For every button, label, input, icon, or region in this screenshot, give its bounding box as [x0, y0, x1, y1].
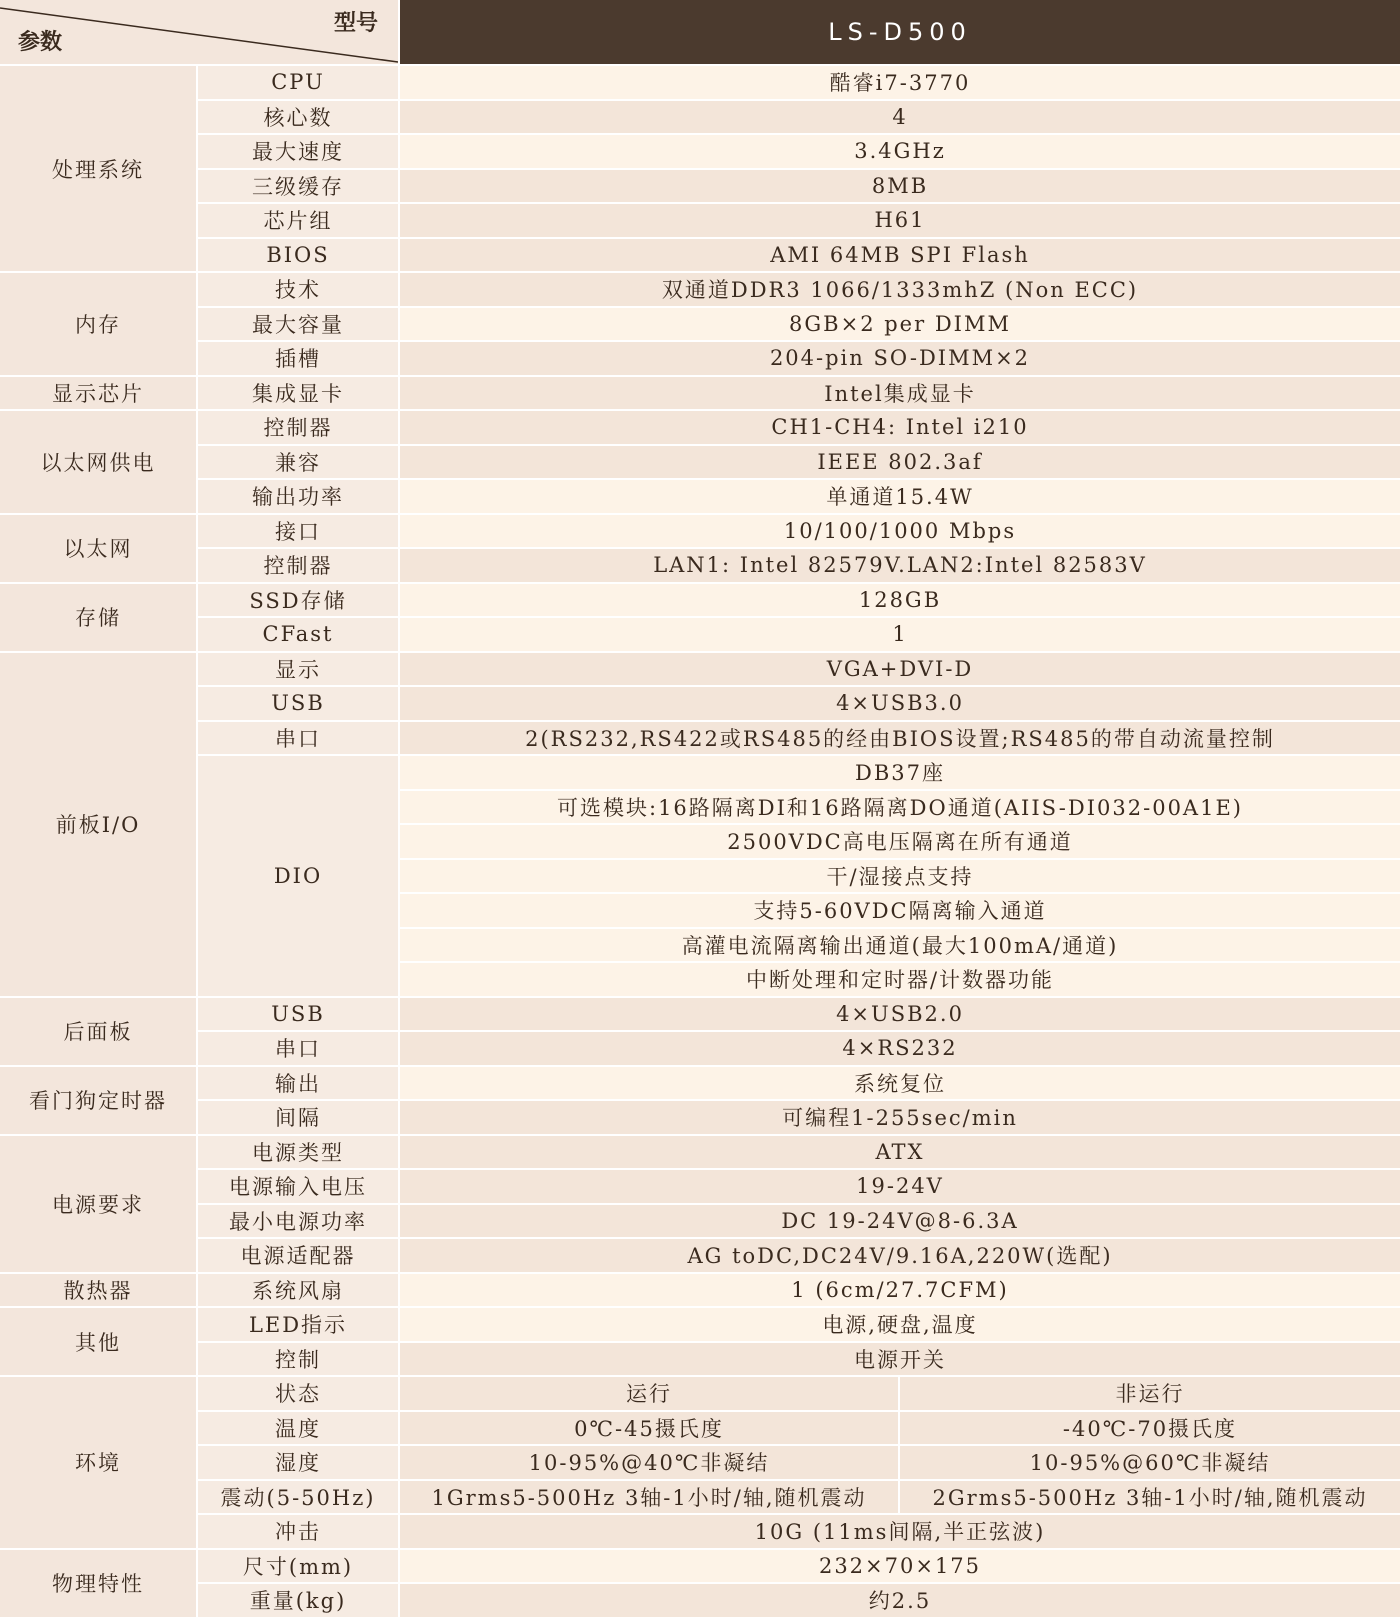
param-header-label: 参数 — [18, 30, 63, 55]
value-cell: 2(RS232,RS422或RS485的经由BIOS设置;RS485的带自动流量控制 — [400, 722, 1400, 755]
param-cell: DIO — [198, 756, 398, 996]
model-header-label: 型号 — [333, 11, 378, 36]
param-cell: 震动(5-50Hz) — [198, 1481, 398, 1514]
param-cell: 三级缓存 — [198, 170, 398, 203]
header-corner-cell — [0, 0, 398, 64]
category-cell: 以太网 — [0, 515, 196, 582]
param-cell: 集成显卡 — [198, 377, 398, 410]
value-cell: 19-24V — [400, 1170, 1400, 1203]
value-cell: DB37座 — [400, 756, 1400, 789]
value-cell: 酷睿i7-3770 — [400, 66, 1400, 99]
param-cell: 间隔 — [198, 1101, 398, 1134]
value-cell: 10G (11ms间隔,半正弦波) — [400, 1515, 1400, 1548]
param-cell: 控制 — [198, 1343, 398, 1376]
category-cell: 存储 — [0, 584, 196, 651]
value-cell: 232×70×175 — [400, 1550, 1400, 1583]
param-cell: 芯片组 — [198, 204, 398, 237]
value-cell: AMI 64MB SPI Flash — [400, 239, 1400, 272]
category-cell: 前板I/O — [0, 653, 196, 996]
value-cell: 单通道15.4W — [400, 480, 1400, 513]
param-cell: LED指示 — [198, 1308, 398, 1341]
param-cell: 串口 — [198, 722, 398, 755]
value-cell: 可编程1-255sec/min — [400, 1101, 1400, 1134]
value-cell: 系统复位 — [400, 1067, 1400, 1100]
param-cell: BIOS — [198, 239, 398, 272]
param-cell: 插槽 — [198, 342, 398, 375]
category-cell: 散热器 — [0, 1274, 196, 1307]
value-cell: 约2.5 — [400, 1584, 1400, 1617]
value-cell: 高灌电流隔离输出通道(最大100mA/通道) — [400, 929, 1400, 962]
category-cell: 后面板 — [0, 998, 196, 1065]
category-cell: 看门狗定时器 — [0, 1067, 196, 1134]
value-cell: Intel集成显卡 — [400, 377, 1400, 410]
value-cell: 可选模块:16路隔离DI和16路隔离DO通道(AIIS-DI032-00A1E) — [400, 791, 1400, 824]
value-cell: 干/湿接点支持 — [400, 860, 1400, 893]
value-cell: 电源开关 — [400, 1343, 1400, 1376]
param-cell: 最大速度 — [198, 135, 398, 168]
param-cell: 尺寸(mm) — [198, 1550, 398, 1583]
category-cell: 显示芯片 — [0, 377, 196, 410]
param-cell: 核心数 — [198, 101, 398, 134]
param-cell: CFast — [198, 618, 398, 651]
param-cell: CPU — [198, 66, 398, 99]
param-cell: 串口 — [198, 1032, 398, 1065]
value-cell: 8GB×2 per DIMM — [400, 308, 1400, 341]
value-cell: 1 — [400, 618, 1400, 651]
value-cell: CH1-CH4: Intel i210 — [400, 411, 1400, 444]
param-cell: 最小电源功率 — [198, 1205, 398, 1238]
param-cell: 状态 — [198, 1377, 398, 1410]
category-cell: 电源要求 — [0, 1136, 196, 1272]
param-cell: 技术 — [198, 273, 398, 306]
value-cell: AG toDC,DC24V/9.16A,220W(选配) — [400, 1239, 1400, 1272]
value-cell: IEEE 802.3af — [400, 446, 1400, 479]
param-cell: 电源类型 — [198, 1136, 398, 1169]
param-cell: 温度 — [198, 1412, 398, 1445]
value-cell-non-operating: 10-95%@60℃非凝结 — [900, 1446, 1400, 1479]
category-cell: 以太网供电 — [0, 411, 196, 513]
value-cell: H61 — [400, 204, 1400, 237]
param-cell: 兼容 — [198, 446, 398, 479]
param-cell: 输出 — [198, 1067, 398, 1100]
param-cell: SSD存储 — [198, 584, 398, 617]
param-cell: 湿度 — [198, 1446, 398, 1479]
param-cell: 显示 — [198, 653, 398, 686]
value-cell: 中断处理和定时器/计数器功能 — [400, 963, 1400, 996]
value-cell: 4×USB2.0 — [400, 998, 1400, 1031]
param-cell: 电源输入电压 — [198, 1170, 398, 1203]
value-cell-operating: 0℃-45摄氏度 — [400, 1412, 898, 1445]
param-cell: 控制器 — [198, 411, 398, 444]
model-name-header: LS-D500 — [400, 0, 1400, 64]
value-cell: 支持5-60VDC隔离输入通道 — [400, 894, 1400, 927]
value-cell: 3.4GHz — [400, 135, 1400, 168]
param-cell: USB — [198, 998, 398, 1031]
value-cell: LAN1: Intel 82579V.LAN2:Intel 82583V — [400, 549, 1400, 582]
param-cell: 电源适配器 — [198, 1239, 398, 1272]
value-cell: DC 19-24V@8-6.3A — [400, 1205, 1400, 1238]
value-cell: 4×USB3.0 — [400, 687, 1400, 720]
value-cell: 4 — [400, 101, 1400, 134]
value-cell-operating: 运行 — [400, 1377, 898, 1410]
value-cell: 8MB — [400, 170, 1400, 203]
param-cell: 输出功率 — [198, 480, 398, 513]
param-cell: USB — [198, 687, 398, 720]
param-cell: 重量(kg) — [198, 1584, 398, 1617]
value-cell: 1 (6cm/27.7CFM) — [400, 1274, 1400, 1307]
value-cell: 2500VDC高电压隔离在所有通道 — [400, 825, 1400, 858]
category-cell: 内存 — [0, 273, 196, 375]
param-cell: 接口 — [198, 515, 398, 548]
value-cell: 双通道DDR3 1066/1333mhZ (Non ECC) — [400, 273, 1400, 306]
param-cell: 最大容量 — [198, 308, 398, 341]
param-cell: 控制器 — [198, 549, 398, 582]
category-cell: 其他 — [0, 1308, 196, 1375]
value-cell-non-operating: 2Grms5-500Hz 3轴-1小时/轴,随机震动 — [900, 1481, 1400, 1514]
category-cell: 环境 — [0, 1377, 196, 1548]
value-cell-operating: 1Grms5-500Hz 3轴-1小时/轴,随机震动 — [400, 1481, 898, 1514]
value-cell-operating: 10-95%@40℃非凝结 — [400, 1446, 898, 1479]
category-cell: 物理特性 — [0, 1550, 196, 1617]
value-cell: 10/100/1000 Mbps — [400, 515, 1400, 548]
param-cell: 冲击 — [198, 1515, 398, 1548]
param-cell: 系统风扇 — [198, 1274, 398, 1307]
value-cell: 204-pin SO-DIMM×2 — [400, 342, 1400, 375]
value-cell: 电源,硬盘,温度 — [400, 1308, 1400, 1341]
value-cell-non-operating: 非运行 — [900, 1377, 1400, 1410]
value-cell: ATX — [400, 1136, 1400, 1169]
value-cell-non-operating: -40℃-70摄氏度 — [900, 1412, 1400, 1445]
value-cell: VGA+DVI-D — [400, 653, 1400, 686]
value-cell: 4×RS232 — [400, 1032, 1400, 1065]
value-cell: 128GB — [400, 584, 1400, 617]
category-cell: 处理系统 — [0, 66, 196, 271]
